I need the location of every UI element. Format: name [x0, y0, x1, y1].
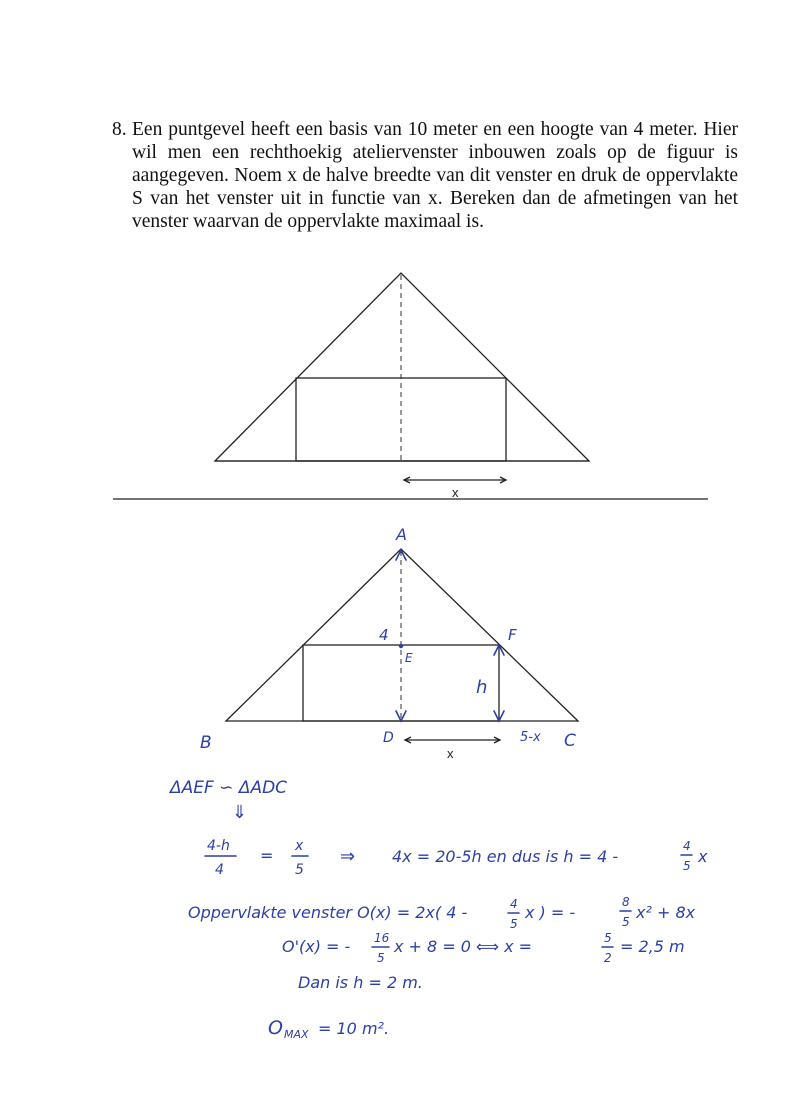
max-area-end: = 10 m².	[318, 1019, 390, 1038]
frac5-den: 5	[622, 915, 630, 929]
derivative-mid: x + 8 = 0 ⟺ x =	[394, 937, 533, 956]
max-area-sub: MAX	[284, 1028, 309, 1041]
vertex-d: D	[383, 730, 394, 746]
frac4-den: 5	[510, 917, 518, 931]
frac6-den: 5	[377, 951, 385, 965]
problem-text: Een puntgevel heeft een basis van 10 meter en een hoogte van 4 meter. Hier wil men een rechthoekig ateliervenster inbouwen zoals op de figuur is aangegeven. Noem x de halve breedte van dit venster en druk de oppervlakte S van het venster uit in functie van x. Bereken dan de afmetingen van het venster waarvan de oppervlakte maximaal is.	[132, 119, 738, 232]
vertex-c: C	[564, 731, 576, 751]
area-formula-end: x² + 8x	[636, 903, 696, 922]
figure-1	[215, 273, 589, 500]
vertex-e: E	[405, 651, 413, 665]
frac3-den: 5	[683, 859, 691, 873]
equals-sign: =	[260, 846, 274, 865]
window-rectangle-2	[303, 645, 499, 721]
problem-number: 8.	[112, 119, 127, 140]
frac7-den: 2	[604, 951, 612, 965]
solution	[168, 778, 708, 1041]
derivative-end: = 2,5 m	[620, 937, 685, 956]
frac2-num: x	[295, 838, 304, 854]
similarity-line: ΔAEF ∽ ΔADC	[170, 778, 288, 798]
height-result: Dan is h = 2 m.	[298, 973, 423, 992]
therefore-arrow: ⇓	[232, 802, 248, 823]
frac1-den: 4	[215, 862, 224, 878]
frac5-num: 8	[622, 895, 630, 909]
figure-2	[200, 525, 578, 761]
gable-triangle	[215, 273, 589, 461]
max-area-o: O	[268, 1017, 283, 1039]
x-label-2: x	[447, 746, 454, 761]
vertex-a: A	[396, 525, 407, 544]
derivative-prefix: O'(x) = -	[282, 937, 351, 956]
line2-rest: 4x = 20-5h en dus is h = 4 -	[392, 847, 619, 866]
frac3-num: 4	[683, 839, 691, 853]
point-e-dot	[399, 644, 403, 648]
line2-end: x	[698, 847, 708, 866]
x-label: x	[452, 485, 459, 500]
segment-label: 5-x	[520, 730, 541, 745]
frac6-num: 16	[374, 931, 390, 945]
frac4-num: 4	[510, 897, 518, 911]
frac1-num: 4-h	[207, 838, 230, 854]
height-label: 4	[379, 626, 389, 644]
area-formula-prefix: Oppervlakte venster O(x) = 2x( 4 -	[188, 903, 468, 922]
frac7-num: 5	[604, 931, 612, 945]
gable-triangle-2	[226, 549, 578, 721]
frac2-den: 5	[295, 862, 304, 878]
implies-arrow: ⇒	[340, 846, 356, 867]
vertex-b: B	[200, 733, 212, 753]
h-label: h	[476, 677, 488, 698]
area-formula-mid: x ) = -	[525, 903, 576, 922]
vertex-f: F	[508, 626, 517, 644]
